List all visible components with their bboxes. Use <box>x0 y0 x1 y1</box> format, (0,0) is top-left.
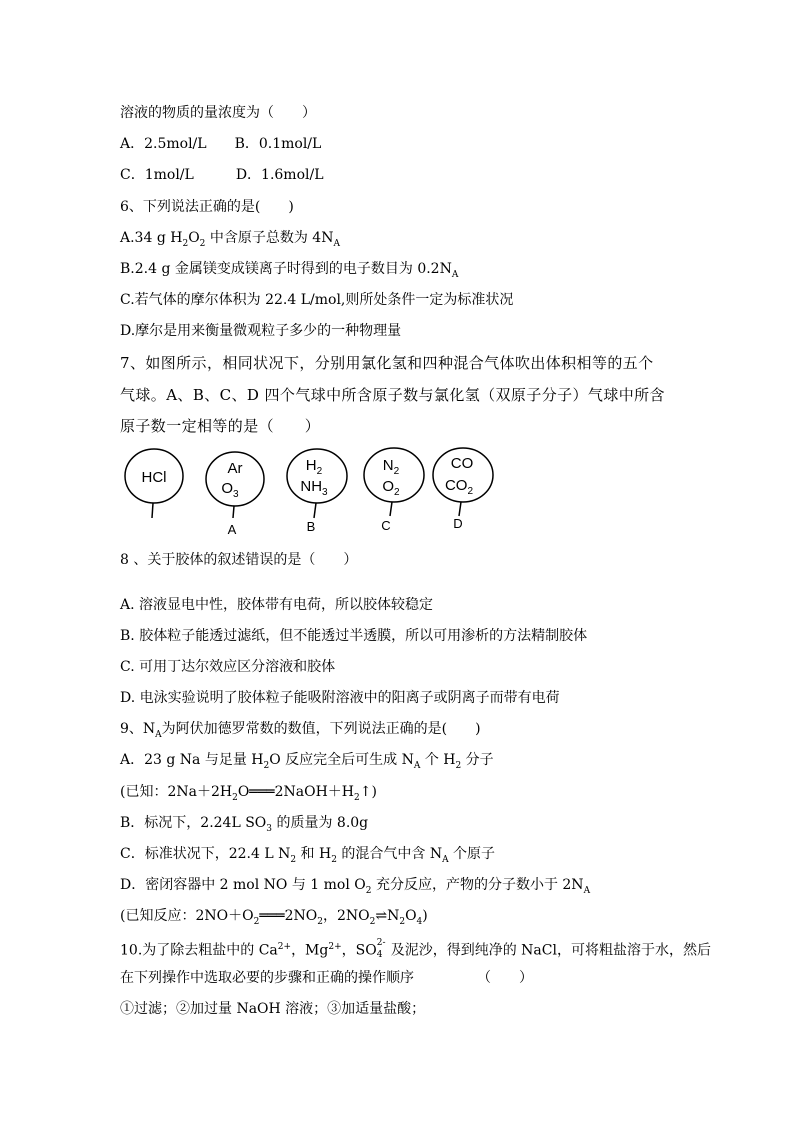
q9-option-a-note: (已知：$2Na+2H_2O═══2NaOH+H_2↑$) <box>120 784 377 803</box>
balloon-hcl-formula: HCl <box>141 469 167 486</box>
balloon-a-label: A <box>227 522 237 537</box>
balloon-d <box>433 448 493 531</box>
balloon-hcl <box>125 449 183 518</box>
q5-stem-tail: 溶液的物质的量浓度为（ ） <box>120 105 316 121</box>
balloon-a <box>206 452 264 537</box>
q6-stem: 6、下列说法正确的是( ) <box>120 199 294 215</box>
balloon-b <box>287 449 347 534</box>
balloon-b-formula-1: $H_2$ <box>305 457 323 477</box>
q10-stem-2: 在下列操作中选取必要的步骤和正确的操作顺序 （ ） <box>120 970 533 986</box>
balloon-b-formula-2: $NH_3$ <box>300 478 328 498</box>
balloon-d-label: D <box>453 516 463 531</box>
q6-option-c: C.若气体的摩尔体积为 22.4 L/mol,则所处条件一定为标准状况 <box>120 292 514 308</box>
q7-stem-2: 气球。A、B、C、D 四个气球中所含原子数与氯化氢（双原子分子）气球中所含 <box>120 386 665 404</box>
q5-options-cd: C．1mol/L D．1.6mol/L <box>120 167 324 183</box>
balloon-c <box>364 448 424 533</box>
balloon-a-formula-1: Ar <box>227 460 243 477</box>
balloon-figure <box>118 446 498 542</box>
q9-option-a: A．23 g Na 与足量 $H_2O$ 反应完全后可生成 $N_A$ 个 $H_2$ 分子 <box>120 752 494 771</box>
q8-option-a: A. 溶液显电中性，胶体带有电荷，所以胶体较稳定 <box>120 597 434 613</box>
q6-option-a: A.34 g $H_2O_2$ 中含原子总数为 $4N_A$ <box>120 230 340 249</box>
balloon-d-formula-1: CO <box>450 455 474 472</box>
q9-option-d: D．密闭容器中 2 mol NO 与 1 mol $O_2$ 充分反应，产物的分子数小于 $2N_A$ <box>120 877 591 896</box>
q5-options-ab: A．2.5mol/L B．0.1mol/L <box>120 136 322 152</box>
balloon-diagram <box>118 446 498 542</box>
q7-stem-3: 原子数一定相等的是（ ） <box>120 417 321 435</box>
q8-option-b: B. 胶体粒子能透过滤纸，但不能透过半透膜，所以可用渗析的方法精制胶体 <box>120 628 588 644</box>
q7-stem-1: 7、如图所示，相同状况下，分别用氯化氢和四种混合气体吹出体积相等的五个 <box>120 354 654 372</box>
q9-option-b: B．标况下，2.24L $SO_3$ 的质量为 8.0g <box>120 815 369 834</box>
q10-steps: ①过滤；②加过量 NaOH 溶液；③加适量盐酸； <box>120 1001 426 1017</box>
balloon-c-formula-2: $O_2$ <box>382 478 400 498</box>
balloon-b-label: B <box>306 519 316 534</box>
balloon-a-formula-2: $O_3$ <box>221 480 239 500</box>
balloon-c-label: C <box>381 518 391 533</box>
q9-stem: 9、$N_A$为阿伏加德罗常数的数值，下列说法正确的是( ) <box>120 721 481 740</box>
q8-stem: 8 、关于胶体的叙述错误的是（ ） <box>120 552 358 568</box>
balloon-c-formula-1: $N_2$ <box>382 457 400 477</box>
q9-option-d-note: (已知反应：$2NO+O_2═══2NO_2$，$2NO_2\rightleftharpoons N_2O_4$) <box>120 908 428 927</box>
q8-option-d: D. 电泳实验说明了胶体粒子能吸附溶液中的阳离子或阴离子而带有电荷 <box>120 690 560 706</box>
q8-option-c: C. 可用丁达尔效应区分溶液和胶体 <box>120 659 336 675</box>
balloon-d-formula-2: $CO_2$ <box>444 477 474 497</box>
q10-stem-1: 10.为了除去粗盐中的 $Ca^{2+}$，$Mg^{2+}$，SO 2- 4 及泥沙，得到纯净的 NaCl，可将粗盐溶于水，然后 <box>120 938 711 960</box>
q6-option-b: B.2.4 g 金属镁变成镁离子时得到的电子数目为 $0.2N_A$ <box>120 261 459 280</box>
q6-option-d: D.摩尔是用来衡量微观粒子多少的一种物理量 <box>120 323 402 339</box>
q9-option-c: C．标准状况下，22.4 L $N_2$ 和 $H_2$ 的混合气中含 $N_A$ 个原子 <box>120 846 496 865</box>
